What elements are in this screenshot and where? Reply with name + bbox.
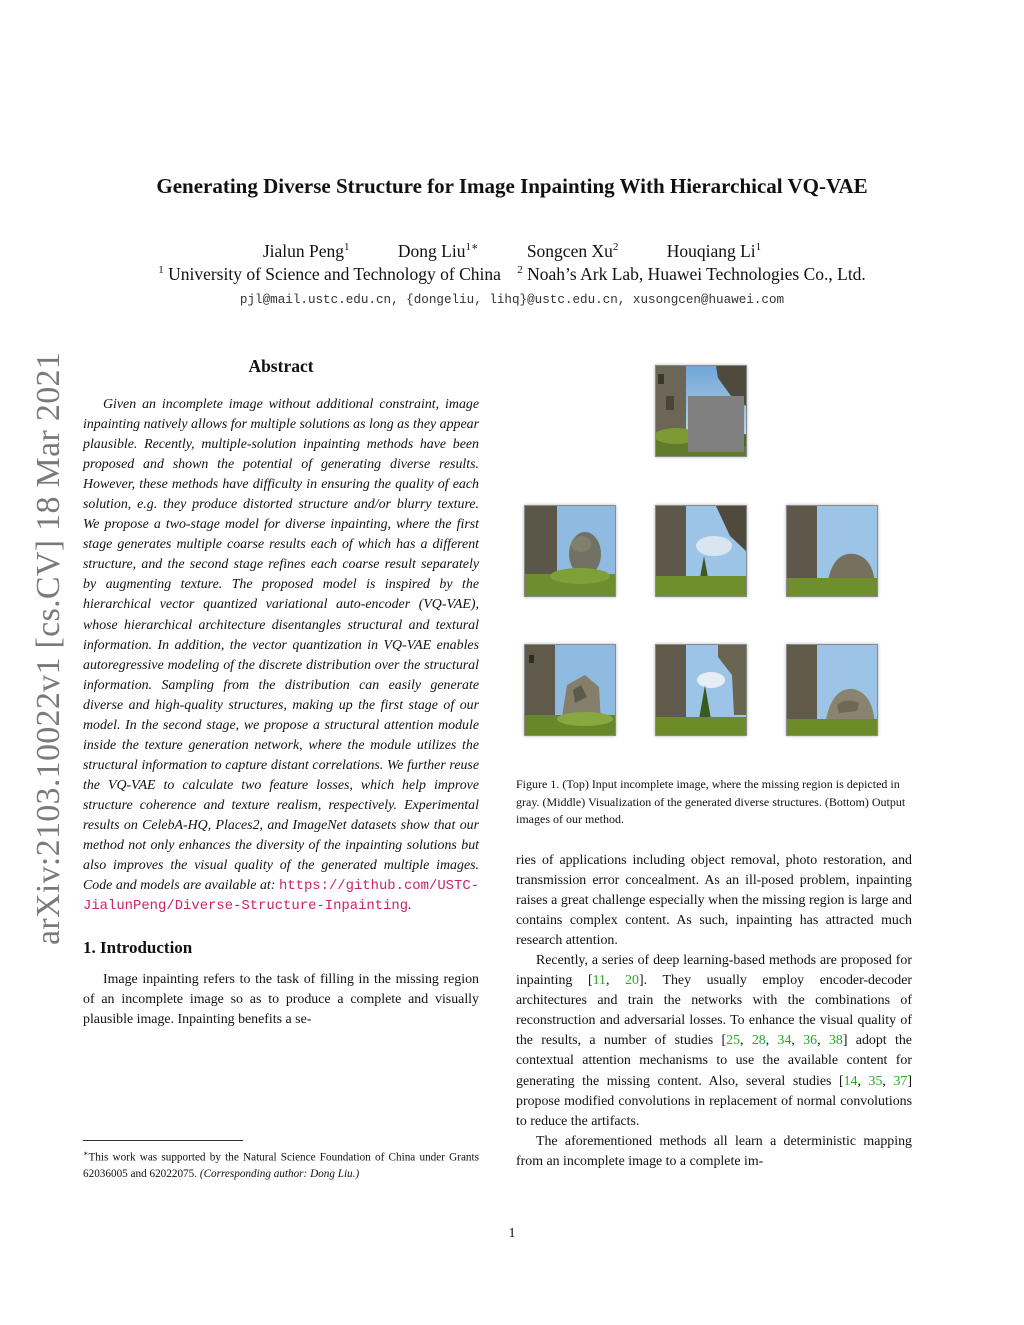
body-paragraph: The aforementioned methods all learn a deterministic mapping from an incomplete image to a complete im-	[516, 1133, 912, 1169]
citation-link[interactable]: 11	[592, 973, 606, 989]
intro-paragraph: Image inpainting refers to the task of filling in the missing region of an incomplete image so as to produce a complete and visually plausible image. Inpainting benefits a se-	[83, 972, 479, 1028]
citation-link[interactable]: 20	[625, 973, 639, 989]
citation-link[interactable]: 35	[868, 1073, 883, 1089]
left-column	[83, 356, 479, 1030]
affiliations	[0, 264, 1024, 285]
right-column	[516, 851, 912, 1172]
citation-link[interactable]: 28	[751, 1033, 766, 1049]
figure-structure-image	[524, 505, 616, 597]
citation-link[interactable]: 36	[803, 1033, 818, 1049]
figure-output-image	[786, 644, 878, 736]
footnote: ∗This work was supported by the Natural Science Foundation of China under Grants 62036005 and 62022075. (Corresponding author: Dong Liu.)	[83, 1149, 479, 1180]
body-paragraph: Recently, a series of deep learning-based methods are proposed for inpainting [11, 20]. They usually employ encoder-decoder architectures and train the networks with the combinations of reconstruction and adversarial losses. To enhance the visual quality of the results, a number of studies [25, 28, 34, 36, 38] adopt the contextual attention mechanisms to use the available content for generating the missing content. Also, several studies [14, 35, 37] propose modified convolutions in replacement of normal convolutions to reduce the artifacts.	[516, 953, 912, 1129]
citation-link[interactable]: 34	[777, 1033, 792, 1049]
section-heading-introduction: 1. Introduction	[83, 938, 193, 958]
figure-input-image	[655, 365, 747, 457]
footnote-divider	[83, 1140, 243, 1141]
body-paragraph: ries of applications including object removal, photo restoration, and transmission error concealment. As an ill-posed problem, inpainting raises a great challenge especially when the missing region is large and contains complex content. As such, inpainting has attracted much research attention.	[516, 853, 912, 949]
code-link[interactable]: https://github.com/USTC-JialunPeng/Diverse-Structure-Inpainting	[83, 878, 479, 915]
author-list	[0, 240, 1024, 262]
author: Dong Liu$^{1∗}$	[397, 240, 479, 261]
author: Songcen Xu$^2$	[526, 240, 619, 261]
figure-output-image	[524, 644, 616, 736]
figure-caption-block	[516, 776, 912, 829]
abstract-text: Given an incomplete image without additional constraint, image inpainting natively allows for multiple solutions as long as they appear plausible. Recently, multiple-solution inpainting methods have been proposed and shown the potential of generating diverse results. However, these methods have difficulty in ensuring the quality of each solution, e.g. they produce distorted structure and/or blurry texture. We propose a two-stage model for diverse inpainting, where the first stage generates multiple coarse results each of which has a different structure, and the second stage refines each coarse result separately by augmenting texture. The proposed model is inspired by the hierarchical vector quantized variational auto-encoder (VQ-VAE), whose hierarchical architecture disentangles structural and textural information. In addition, the vector quantization in VQ-VAE enables autoregressive modeling of the discrete distribution over the structural information. Sampling from the distribution can easily generate diverse and high-quality structures, making up the first stage of our model. In the second stage, we propose a structural attention module inside the texture generation network, where the module utilizes the structural information to capture distant correlations. We further reuse the VQ-VAE to calculate two feature losses, which help improve structure coherence and texture realism, respectively. Experimental results on CelebA-HQ, Places2, and ImageNet datasets show that our method not only enhances the diversity of the inpainting solutions but also improves the visual quality of the generated multiple images. Code and models are available at: https://github.com/USTC-JialunPeng/Diverse-Structure-Inpainting.	[83, 397, 479, 915]
figure-caption: Figure 1. (Top) Input incomplete image, where the missing region is depicted in gray. (Middle) Visualization of the generated diverse structures. (Bottom) Output images of our method.	[516, 777, 906, 826]
figure-output-image	[655, 644, 747, 736]
author: Houqiang Li$^1$	[666, 240, 762, 261]
affiliation: $^1$ University of Science and Technology of China	[158, 264, 501, 284]
abstract-heading: Abstract	[248, 356, 314, 376]
author-emails: pjl@mail.ustc.edu.cn, {dongeliu, lihq}@ustc.edu.cn, xusongcen@huawei.com	[239, 293, 785, 307]
citation-link[interactable]: 25	[726, 1033, 741, 1049]
paper-title: Generating Diverse Structure for Image Inpainting With Hierarchical VQ-VAE	[156, 174, 868, 198]
arxiv-identifier: arXiv:2103.10022v1 [cs.CV] 18 Mar 2021	[30, 351, 67, 945]
citation-link[interactable]: 14	[843, 1073, 858, 1089]
figure-structure-image	[655, 505, 747, 597]
page-number: 1	[508, 1226, 516, 1241]
figure-structure-image	[786, 505, 878, 597]
citation-link[interactable]: 38	[828, 1033, 843, 1049]
author: Jialun Peng$^1$	[262, 240, 350, 261]
affiliation: $^2$ Noah’s Ark Lab, Huawei Technologies Co., Ltd.	[517, 264, 866, 284]
citation-link[interactable]: 37	[893, 1073, 908, 1089]
